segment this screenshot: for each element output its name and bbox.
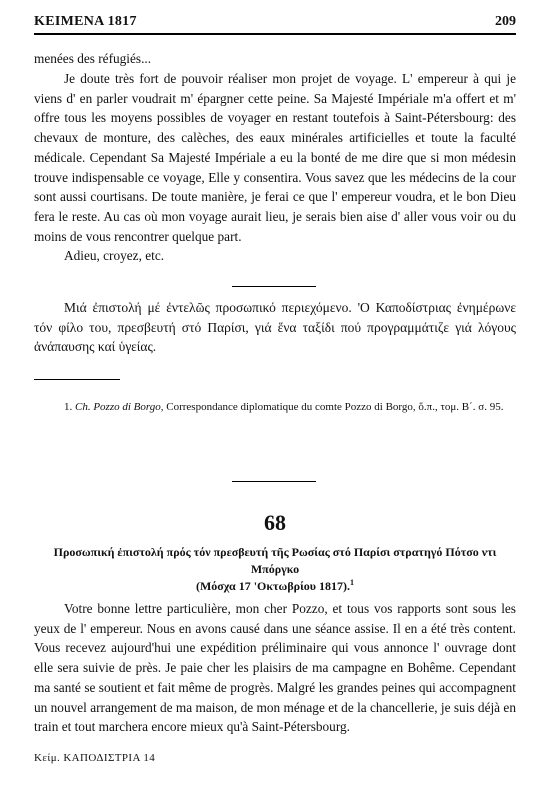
running-title: ΚΕΙΜΕΝΑ 1817	[34, 14, 137, 29]
running-header	[34, 13, 516, 35]
header-rule	[34, 33, 516, 35]
letter-continued-paragraph: Je doute très fort de pouvoir réaliser mon projet de voyage. L' empereur à qui je viens d' en parler voudrait m' épargner cette peine. Sa Majesté Impériale m'a offert et m' offre tous les moyens possibles de voyager en restant toutefois à Saint-Pétersbourg: des chevaux de monture, des calèches, des eaux minérales artificielles et toute la faculté médicale. Cependant Sa Majesté Impériale a eu la bonté de me dire que si mon médesin trouve indispensable ce voyage, Elle y consentira. Vous savez que les médecins de la cour sont aussi courtisans. De toute manière, je ferai ce que l' empereur voudra, et le bon Dieu fera le reste. Au cas où mon voyage aurait lieu, je serais bien aise d' aller vous voir ou du moins de vous rencontrer quelque part.	[34, 71, 516, 244]
letter-continued-first-line: menées des réfugiés...	[34, 51, 152, 66]
footnote-rule	[34, 379, 120, 380]
section-separator	[232, 481, 316, 482]
document-footnote-ref: 1	[350, 578, 355, 587]
section-separator	[232, 286, 316, 287]
footnote-marker: 1.	[64, 401, 73, 413]
footnote-text: Correspondance diplomatique du comte Pozzo di Borgo, ὅ.π., τομ. Β΄. σ. 95.	[166, 401, 504, 413]
footnote-author: Ch. Pozzo di Borgo,	[75, 401, 164, 413]
document-number: 68	[264, 510, 286, 535]
document-title	[34, 544, 516, 595]
page-number: 209	[495, 14, 516, 29]
document-place-date: (Μόσχα 17 'Οκτωβρίου 1817).	[195, 579, 351, 593]
letter-continued-closing: Adieu, croyez, etc.	[64, 248, 165, 263]
page-signature: Κείμ. ΚΑΠΟΔΙΣΤΡΙΑ 14	[34, 752, 156, 764]
document-title-text: Προσωπική ἐπιστολή πρός τόν πρεσβευτή τῆς Ρωσίας στό Παρίσι στρατηγό Πότσο ντι Μπόργκο	[53, 545, 497, 576]
footnote	[34, 399, 516, 416]
commentary-paragraph: Μιά ἐπιστολή μέ ἐντελῶς προσωπικό περιεχόμενο. 'Ο Καποδίστριας ἐνημέρωνε τόν φίλο του, πρεσβευτή στό Παρίσι, γιά ἕνα ταξίδι πού προγραμμάτιζε γιά λόγους ἀνάπαυσης καί ὑγείας.	[34, 300, 516, 355]
letter-paragraph: Votre bonne lettre particulière, mon cher Pozzo, et tous vos rapports sont sous les yeux de l' empereur. Nous en avons causé dans une séance assise. Il en a été très content. Vous recevez aujourd'hui une expédition préliminaire qui vous annonce l' ouvrage dont elle sera suivie de près. Je paie cher les plaisirs de ma campagne en Bohême. Cependant ma santé se soutient et fait même de progrès. Malgré les grandes peines qui accompagnent un nouvel arrangement de ma maison, de mon ménage et de la chancellerie, je suis déjà en train et tout marchera encore mieux qu'à Saint-Pétersbourg.	[34, 601, 516, 735]
